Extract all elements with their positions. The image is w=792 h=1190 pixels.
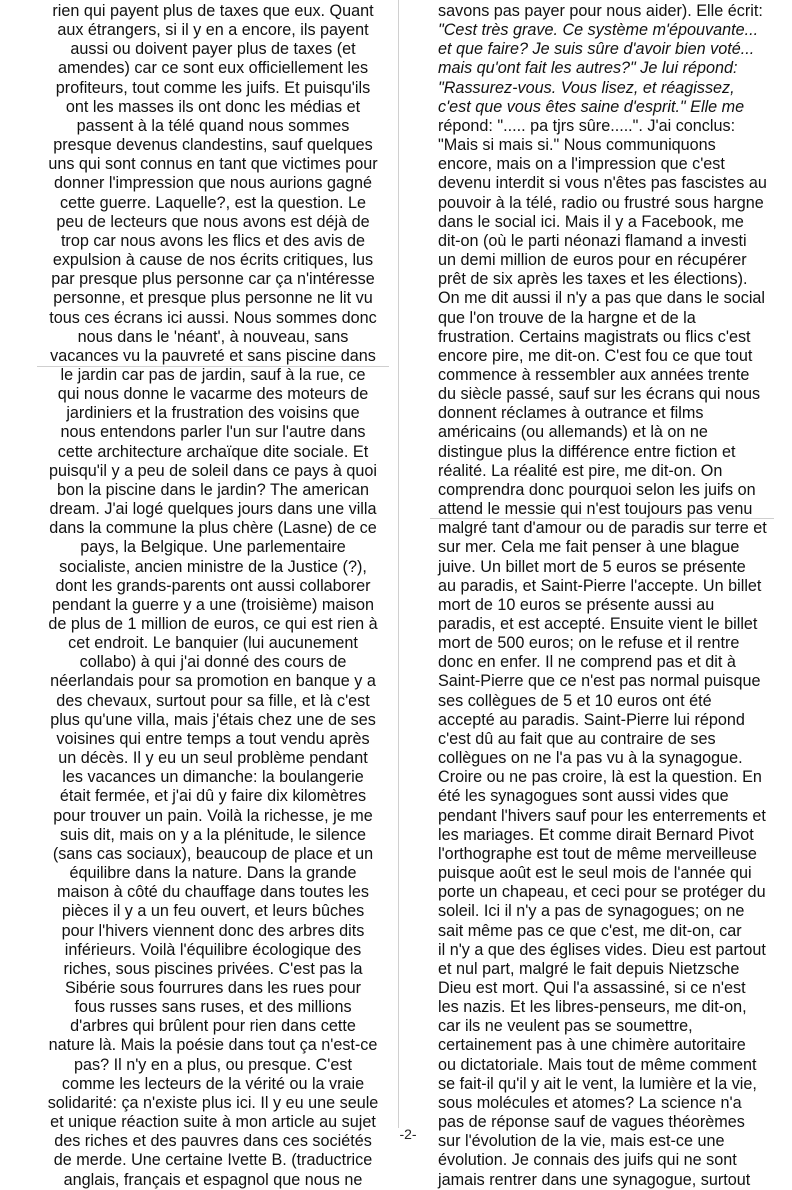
text-line: juive. Un billet mort de 5 euros se présente bbox=[438, 557, 746, 576]
text-line: jardiniers et la frustration des voisins que bbox=[66, 404, 360, 423]
text-line: ont les masses ils ont donc les médias et bbox=[65, 97, 361, 116]
text-line: solidarité: ça n'existe plus ici. Il y eu une seule bbox=[47, 1093, 379, 1112]
text-line: été les synagogues sont aussi vides que bbox=[438, 787, 729, 806]
text-line: sait même pas ce que c'est, me dit-on, car bbox=[438, 921, 742, 940]
text-line: le jardin car pas de jardin, sauf à la rue, ce bbox=[60, 365, 366, 384]
text-line: nous entendons parler l'un sur l'autre dans bbox=[60, 423, 366, 442]
text-line: puisque août est le seul mois de l'année qui bbox=[438, 864, 752, 883]
text-line: d'arbres qui brûlent pour rien dans cette bbox=[70, 1017, 356, 1036]
text-line: les vacances un dimanche: la boulangerie bbox=[62, 768, 364, 787]
text-line: profiteurs, tout comme les juifs. Et puisqu'ils bbox=[55, 78, 371, 97]
text-line: américains (ou allemands) et là on ne bbox=[438, 423, 708, 442]
text-line: de merde. Une certaine Ivette B. (traductrice bbox=[53, 1151, 373, 1170]
text-line: pendant la guerre y a une (troisième) maison bbox=[51, 595, 375, 614]
text-line: comprendra donc pourquoi selon les juifs on bbox=[438, 480, 756, 499]
text-line: pas? Il n'y en a plus, ou presque. C'est bbox=[74, 1055, 352, 1074]
text-line: l'orthographe est tout de même merveilleuse bbox=[438, 844, 757, 863]
text-line: était fermée, et j'ai dû y faire dix kilomètres bbox=[59, 787, 367, 806]
text-line: distingue plus la différence entre fiction et bbox=[438, 442, 736, 461]
text-line: expulsion à cause de nos écrits critiques, lus bbox=[52, 251, 374, 270]
text-line: équilibre dans la nature. Dans la grande bbox=[69, 864, 357, 883]
text-line: prêt de six après les taxes et les élections). bbox=[438, 270, 748, 289]
text-line: Dieu est mort. Qui l'a assassiné, si ce n'est bbox=[438, 978, 746, 997]
text-line: "Mais si mais si." Nous communiquons bbox=[438, 136, 716, 155]
text-line: encore, mais on a l'impression que c'est bbox=[438, 155, 725, 174]
text-line: plus qu'une villa, mais j'étais chez une de ses bbox=[50, 710, 376, 729]
text-line: ses collègues de 5 et 10 euros ont été bbox=[438, 691, 712, 710]
text-line: socialiste, ancien ministre de la Justice (?), bbox=[59, 557, 367, 576]
text-line: peu de lecteurs que nous avons est déjà de bbox=[56, 212, 370, 231]
text-line: accepté au paradis. Saint-Pierre lui répond bbox=[438, 710, 745, 729]
text-line: inférieurs. Voilà l'équilibre écologique des bbox=[64, 940, 362, 959]
text-line: sur mer. Cela me fait penser à une blague bbox=[438, 538, 740, 557]
text-line: Croire ou ne pas croire, là est la question. En bbox=[438, 768, 762, 787]
text-line: donnent réclames à outrance et films bbox=[438, 404, 704, 423]
text-line: pas de réponse sauf de vagues théorèmes bbox=[438, 1113, 745, 1132]
text-line: un demi million de euros pour en récupérer bbox=[438, 251, 747, 270]
text-line: attend le messie qui n'est toujours pas venu bbox=[438, 500, 753, 519]
text-line: "Rassurez-vous. Vous lisez, et réagissez, bbox=[438, 78, 735, 97]
text-line: donner l'impression que nous aurions gagné bbox=[53, 174, 373, 193]
text-line: frustration. Certains magistrats ou flics c'est bbox=[438, 327, 751, 346]
text-line: aux étrangers, si il y en a encore, ils payent bbox=[57, 21, 369, 40]
text-line: c'est que vous êtes saine d'esprit." Elle me bbox=[438, 97, 745, 116]
text-line: On me dit aussi il n'y a pas que dans le social bbox=[438, 289, 766, 308]
text-line: personne, et presque plus personne ne lit vu bbox=[53, 289, 373, 308]
text-line: comme les lecteurs de la vérité ou la vraie bbox=[61, 1074, 365, 1093]
text-line: au paradis, et Saint-Pierre l'accepte. Un billet bbox=[438, 576, 762, 595]
text-line: devenu interdit si vous n'êtes pas fascistes au bbox=[438, 174, 767, 193]
text-line: un décès. Il y eu un seul problème pendant bbox=[58, 749, 368, 768]
text-line: certainement pas à une chimère autoritaire bbox=[438, 1036, 746, 1055]
text-line: évolution. Je connais des juifs qui ne sont bbox=[438, 1151, 737, 1170]
text-line: mort de 500 euros; on le refuse et il rentre bbox=[438, 634, 740, 653]
text-line: aussi ou doivent payer plus de taxes (et bbox=[70, 40, 356, 59]
text-line: encore pire, me dit-on. C'est fou ce que tout bbox=[438, 346, 753, 365]
text-line: commence à ressembler aux années trente bbox=[438, 365, 750, 384]
text-line: et nul part, malgré le fait depuis Nietzsche bbox=[438, 959, 740, 978]
text-line: amendes) car ce sont eux officiellement les bbox=[57, 59, 369, 78]
text-line: cette architecture archaïque dite sociale. Et bbox=[57, 442, 369, 461]
text-line: (sans cas sociaux), beaucoup de place et un bbox=[52, 844, 374, 863]
text-line: dans la commune la plus chère (Lasne) de ce bbox=[49, 519, 377, 538]
text-line: pouvoir à la télé, radio ou frustré sous hargne bbox=[438, 193, 764, 212]
right-text-column bbox=[438, 2, 774, 1190]
text-line: suis dit, mais on y a la plénitude, le silence bbox=[60, 825, 366, 844]
text-line: "Cest très grave. Ce système m'épouvante... bbox=[438, 21, 759, 40]
text-line: fous russes sans ruses, et des millions bbox=[74, 998, 352, 1017]
text-line: pays, la Belgique. Une parlementaire bbox=[80, 538, 346, 557]
text-line: savons pas payer pour nous aider). Elle écrit: bbox=[438, 2, 763, 20]
text-line: puisqu'il y a peu de soleil dans ce pays à quoi bbox=[49, 461, 377, 480]
text-line: du siècle passé, sauf sur les écrans qui nous bbox=[438, 385, 761, 404]
text-line: rien qui payent plus de taxes que eux. Quant bbox=[52, 2, 374, 20]
text-line: trop car nous avons les flics et des avis de bbox=[60, 231, 366, 250]
text-line: les mariages. Et comme dirait Bernard Pivot bbox=[438, 825, 754, 844]
text-line: malgré tant d'amour ou de paradis sur terre et bbox=[438, 519, 767, 538]
text-line: pièces il y a un feu ouvert, et leurs bûches bbox=[61, 902, 365, 921]
text-line: Sibérie sous fourrures dans les rues pour bbox=[64, 978, 362, 997]
text-line: pour trouver un pain. Voilà la richesse, je me bbox=[53, 806, 373, 825]
text-line: qui nous donne le vacarme des moteurs de bbox=[57, 385, 369, 404]
text-line: des chevaux, surtout pour sa fille, et là c'est bbox=[56, 691, 370, 710]
text-line: pour l'hivers viennent donc des arbres dits bbox=[61, 921, 365, 940]
text-line: se fait-il qu'il y ait le vent, la lumière et la vie, bbox=[438, 1074, 757, 1093]
text-line: réalité. La réalité est pire, me dit-on. On bbox=[438, 461, 723, 480]
text-line: néerlandais pour sa promotion en banque y a bbox=[50, 672, 376, 691]
text-line: ou dictatoriale. Mais tout de même comment bbox=[438, 1055, 757, 1074]
text-line: et que faire? Je suis sûre d'avoir bien voté... bbox=[438, 40, 755, 59]
text-line: sous molécules et atomes? La science n'a bbox=[438, 1093, 742, 1112]
text-line: collègues on ne l'a pas vu à la synagogue. bbox=[438, 749, 743, 768]
text-line: mais qu'ont fait les autres?" Je lui répond: bbox=[438, 59, 738, 78]
text-line: bon la piscine dans le jardin? The american bbox=[57, 480, 369, 499]
text-line: car ils ne veulent pas se soumettre, bbox=[438, 1017, 693, 1036]
text-line: collabo) à qui j'ai donné des cours de bbox=[79, 653, 347, 672]
text-line: que l'on trouve de la hargne et de la bbox=[438, 308, 696, 327]
text-line: par presque plus personne car ça n'intéresse bbox=[51, 270, 375, 289]
text-line: tous ces écrans ici aussi. Nous sommes donc bbox=[49, 308, 377, 327]
text-line: nous dans le 'néant', à nouveau, sans bbox=[77, 327, 349, 346]
text-line: dans le social ici. Mais il y a Facebook, me bbox=[438, 212, 744, 231]
text-line: Saint-Pierre que ce n'est pas normal puisque bbox=[438, 672, 761, 691]
text-line: c'est dû au fait que au contraire de ses bbox=[438, 729, 716, 748]
text-line: jamais rentrer dans une synagogue, surtout bbox=[438, 1170, 751, 1189]
text-line: cette guerre. Laquelle?, est la question. Le bbox=[60, 193, 366, 212]
text-line: des riches et des pauvres dans ces sociétés bbox=[54, 1132, 372, 1151]
text-line: presque devenus clandestins, sauf quelques bbox=[53, 136, 373, 155]
text-line: sur l'évolution de la vie, mais est-ce une bbox=[438, 1132, 725, 1151]
text-line: donc en enfer. Il ne comprend pas et dit à bbox=[438, 653, 736, 672]
text-line: dit-on (où le parti néonazi flamand a investi bbox=[438, 231, 747, 250]
text-line: il n'y a que des églises vides. Dieu est partout bbox=[438, 940, 766, 959]
text-line: paradis, et est accepté. Ensuite vient le billet bbox=[438, 615, 758, 633]
text-line: passent à la télé quand nous sommes bbox=[76, 116, 350, 135]
left-text-column bbox=[37, 2, 389, 1190]
text-line: soleil. Ici il n'y a pas de synagogues; on ne bbox=[438, 902, 745, 921]
text-line: de plus de 1 million de euros, ce qui est rien à bbox=[48, 615, 378, 633]
text-line: répond: "..... pa tjrs sûre.....". J'ai conclus: bbox=[438, 116, 736, 135]
text-line: uns qui sont connus en tant que victimes pour bbox=[48, 155, 378, 174]
text-line: cet endroit. Le banquier (lui aucunement bbox=[68, 634, 358, 653]
text-line: maison à côté du chauffage dans toutes les bbox=[57, 883, 369, 902]
text-line: les nazis. Et les libres-penseurs, me dit-on, bbox=[438, 998, 747, 1017]
text-line: anglais, français et espagnol que nous ne bbox=[63, 1170, 363, 1189]
text-line: porte un chapeau, et ceci pour se protéger du bbox=[438, 883, 766, 902]
text-line: riches, sous piscines privées. C'est pas la bbox=[63, 959, 363, 978]
text-line: vacances vu la pauvreté et sans piscine dans bbox=[50, 346, 376, 365]
text-line: pendant l'hivers sauf pour les enterrements et bbox=[438, 806, 766, 825]
text-line: voisines qui entre temps a tout vendu après bbox=[56, 729, 370, 748]
text-line: et unique réaction suite à mon article au sujet bbox=[50, 1113, 376, 1132]
column-divider bbox=[398, 0, 399, 1128]
text-line: dont les grands-parents ont aussi collaborer bbox=[55, 576, 371, 595]
text-line: dream. J'ai logé quelques jours dans une villa bbox=[49, 500, 377, 519]
text-line: mort de 10 euros se présente aussi au bbox=[438, 595, 715, 614]
page-number: -2- bbox=[399, 1126, 417, 1142]
text-line: nature là. Mais la poésie dans tout ça n'est-ce bbox=[48, 1036, 378, 1055]
